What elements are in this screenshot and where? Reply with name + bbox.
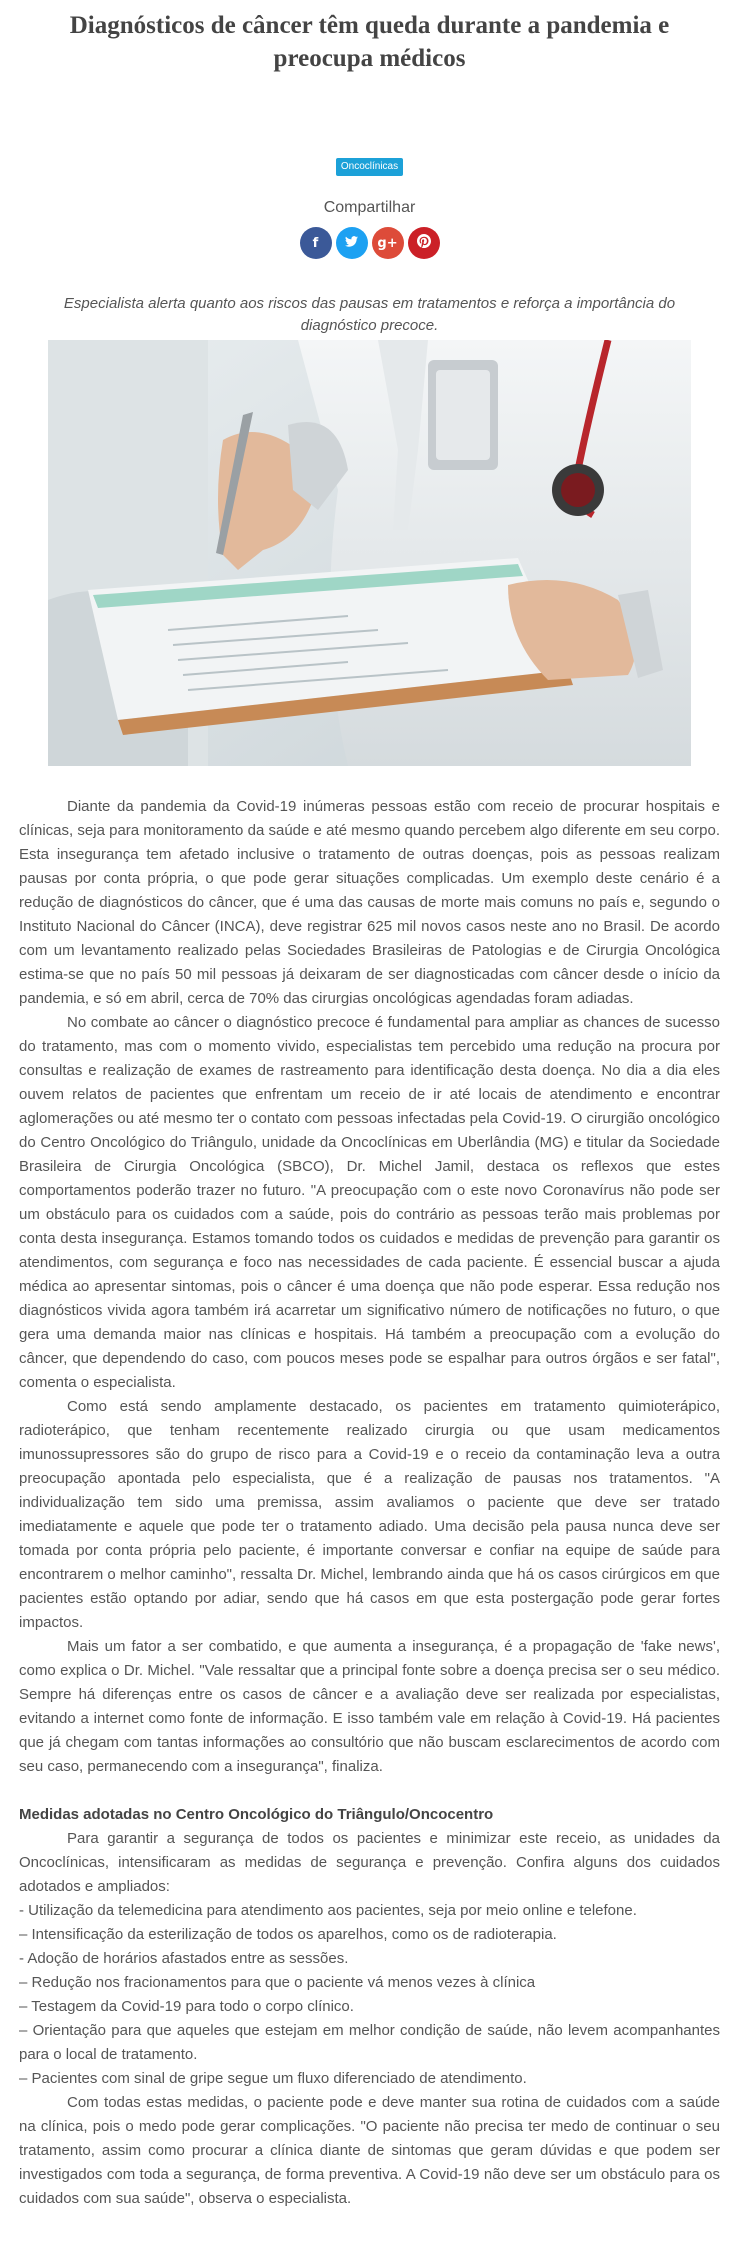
section-intro: Para garantir a segurança de todos os pacientes e minimizar este receio, as unidades da Oncoclínicas, intensificaram as medidas de segurança e prevenção. Confira alguns dos cuidados adotados e ampliados: <box>19 1830 720 1895</box>
body-paragraph: Diante da pandemia da Covid-19 inúmeras pessoas estão com receio de procurar hospitais e clínicas, seja para monitoramento da saúde e até mesmo quando percebem algo diferente em seu corpo. Esta insegurança tem afetado inclusive o tratamento de outras doenças, pois as pessoas realizam pausas por conta própria, o que pode gerar situações complicadas. Um exemplo deste cenário é a redução de diagnósticos do câncer, que é uma das causas de morte mais comuns no país e, segundo o Instituto Nacional do Câncer (INCA), deve registrar 625 mil novos casos neste ano no Brasil. De acordo com um levantamento realizado pelas Sociedades Brasileiras de Patologias e de Cirurgia Oncológica estima-se que no país 50 mil pessoas já deixaram de ser diagnosticadas com câncer desde o início da pandemia, e só em abril, cerca de 70% das cirurgias oncológicas agendadas foram adiadas. <box>19 798 720 1007</box>
article-body <box>19 795 720 2211</box>
body-paragraph: Como está sendo amplamente destacado, os pacientes em tratamento quimioterápico, radioterápico, que tenham recentemente realizado cirurgia ou que usam medicamentos imunossupressores são do grupo de risco para a Covid-19 e o receio da contaminação leva a outra preocupação apontada pelo especialista, que é a realização de pausas nos tratamentos. "A individualização tem sido uma premissa, assim avaliamos o paciente que deve ser tratado imediatamente e aquele que pode ter o tratamento adiado. Uma decisão pela pausa nunca deve ser tomada por conta própria pelo paciente, é importante conversar e confiar na equipe de saúde para encontrarem o melhor caminho", ressalta Dr. Michel, lembrando ainda que há os casos cirúrgicos em que pacientes estão optando por adiar, sendo que há casos em que esta postergação pode gerar fortes impactos. <box>19 1398 720 1631</box>
list-item: - Utilização da telemedicina para atendimento aos pacientes, seja por meio online e telefone. <box>19 1902 637 1919</box>
list-item: – Orientação para que aqueles que estejam em melhor condição de saúde, não levem acompanhantes para o local de tratamento. <box>19 2022 720 2063</box>
facebook-share-button[interactable] <box>300 227 332 259</box>
measures-list <box>19 1899 720 2091</box>
pinterest-icon <box>417 234 431 252</box>
body-paragraph: No combate ao câncer o diagnóstico precoce é fundamental para ampliar as chances de sucesso do tratamento, mas com o momento vivido, especialistas tem percebido uma redução na procura por consultas e realização de exames de rastreamento para identificação desta doença. No dia a dia eles ouvem relatos de pacientes que enfrentam um receio de ir até locais de atendimento e encontrar aglomerações ou até mesmo ter o contato com pessoas infectadas pela Covid-19. O cirurgião oncológico do Centro Oncológico do Triângulo, unidade da Oncoclínicas em Uberlândia (MG) e titular da Sociedade Brasileira de Cirurgia Oncológica (SBCO), Dr. Michel Jamil, destaca os reflexos que estes comportamentos poderão trazer no futuro. "A preocupação com o este novo Coronavírus não pode ser um obstáculo para os cuidados com a saúde, pois do contrário as pessoas terão mais problemas por conta desta insegurança. Estamos tomando todos os cuidados e medidas de prevenção para garantir os atendimentos, com segurança e foco nas necessidades de cada paciente. É essencial buscar a ajuda médica ao apresentar sintomas, pois o câncer é uma doença que não pode esperar. Essa redução nos diagnósticos vivida agora também irá acarretar um significativo número de notificações no futuro, o que gera uma demanda maior nas clínicas e hospitais. Há também a preocupação com a evolução do câncer, que dependendo do caso, com poucos meses pode se espalhar para outros órgãos e ser fatal", comenta o especialista. <box>19 1014 720 1391</box>
google-plus-share-button[interactable] <box>372 227 404 259</box>
body-paragraph: Mais um fator a ser combatido, e que aumenta a insegurança, é a propagação de 'fake news', como explica o Dr. Michel. "Vale ressaltar que a principal fonte sobre a doença precisa ser o seu médico. Sempre há diferenças entre os casos de câncer e a avaliação deve ser realizada por especialistas, evitando a internet como fonte de informação. E isso também vale em relação à Covid-19. Há pacientes que já chegam com tantas informações ao consultório que não buscam esclarecimentos de acordo com seu caso, permanecendo com a insegurança", finaliza. <box>19 1638 720 1775</box>
category-tag-wrap <box>19 156 720 178</box>
share-buttons <box>19 227 720 259</box>
share-label: Compartilhar <box>323 199 416 216</box>
hero-image-doctor-clipboard <box>48 340 691 766</box>
google-plus-icon: g+ <box>377 235 398 251</box>
twitter-share-button[interactable] <box>336 227 368 259</box>
closing-paragraph: Com todas estas medidas, o paciente pode e deve manter sua rotina de cuidados com a saúde na clínica, pois o medo pode gerar complicações. "O paciente não precisa ter medo de continuar o seu tratamento, assim como procurar a clínica diante de sintomas que geram dúvidas e que podem ser investigados com toda a segurança, de forma preventiva. A Covid-19 não deve ser um obstáculo para os cuidados com sua saúde", observa o especialista. <box>19 2094 720 2207</box>
pinterest-share-button[interactable] <box>408 227 440 259</box>
twitter-icon <box>345 236 358 251</box>
list-item: – Intensificação da esterilização de todos os aparelhos, como os de radioterapia. <box>19 1926 557 1943</box>
list-item: - Adoção de horários afastados entre as sessões. <box>19 1950 349 1967</box>
category-tag[interactable]: Oncoclínicas <box>336 158 403 176</box>
article-subtitle: Especialista alerta quanto aos riscos das pausas em tratamentos e reforça a importância do diagnóstico precoce. <box>63 295 676 334</box>
list-item: – Pacientes com sinal de gripe segue um fluxo diferenciado de atendimento. <box>19 2070 527 2087</box>
list-item: – Testagem da Covid-19 para todo o corpo clínico. <box>19 1998 354 2015</box>
facebook-icon: f <box>312 235 319 251</box>
section-heading: Medidas adotadas no Centro Oncológico do Triângulo/Oncocentro <box>19 1806 494 1823</box>
article-title: Diagnósticos de câncer têm queda durante a pandemia e preocupa médicos <box>69 12 670 72</box>
list-item: – Redução nos fracionamentos para que o paciente vá menos vezes à clínica <box>19 1974 536 1991</box>
